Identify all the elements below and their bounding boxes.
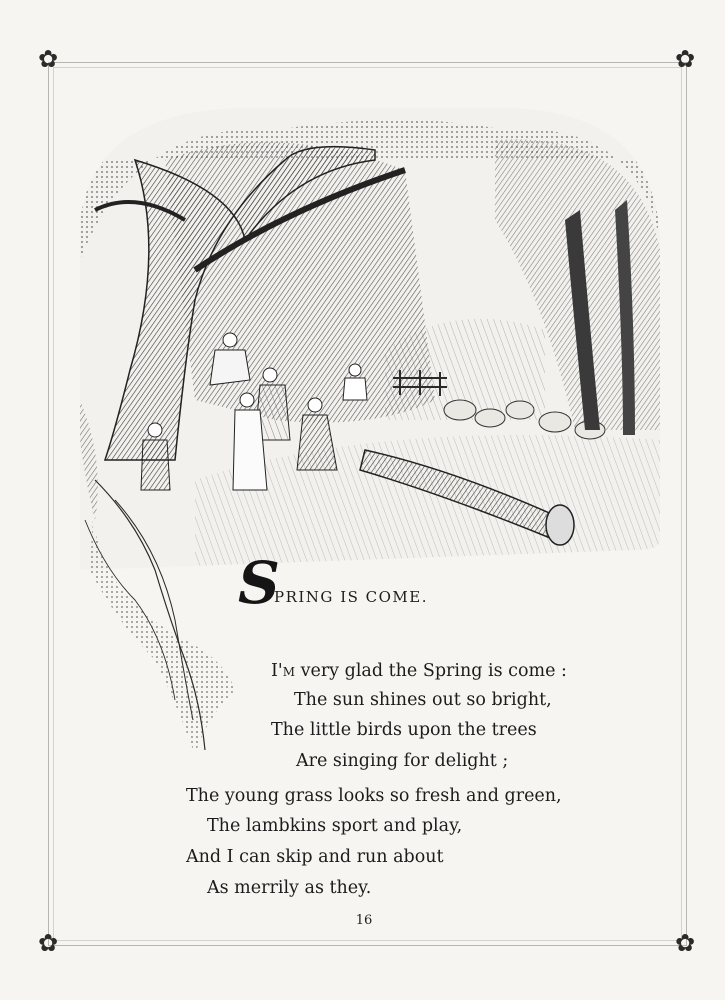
poem-line-2: The sun shines out so bright, xyxy=(294,690,552,710)
poem-line-8: As merrily as they. xyxy=(207,878,372,898)
poem-line-3: The little birds upon the trees xyxy=(271,720,537,740)
page-number: 16 xyxy=(355,913,373,928)
title-text: PRING IS COME. xyxy=(274,588,429,606)
title-drop-cap: S xyxy=(238,549,280,617)
poem-line-5: The young grass looks so fresh and green, xyxy=(186,786,562,806)
corner-ornament-top-right: ✿ xyxy=(674,45,696,73)
corner-ornament-bottom-right: ✿ xyxy=(674,929,696,957)
first-line-initial: I'm xyxy=(271,661,296,681)
poem-line-4: Are singing for delight ; xyxy=(296,751,509,771)
first-line-text: very glad the Spring is come : xyxy=(295,661,567,681)
corner-ornament-top-left: ✿ xyxy=(37,45,59,73)
poem-line-7: And I can skip and run about xyxy=(186,847,444,867)
corner-ornament-bottom-left: ✿ xyxy=(37,929,59,957)
poem-line-6: The lambkins sport and play, xyxy=(207,816,463,836)
poem-line-1 xyxy=(271,660,567,682)
